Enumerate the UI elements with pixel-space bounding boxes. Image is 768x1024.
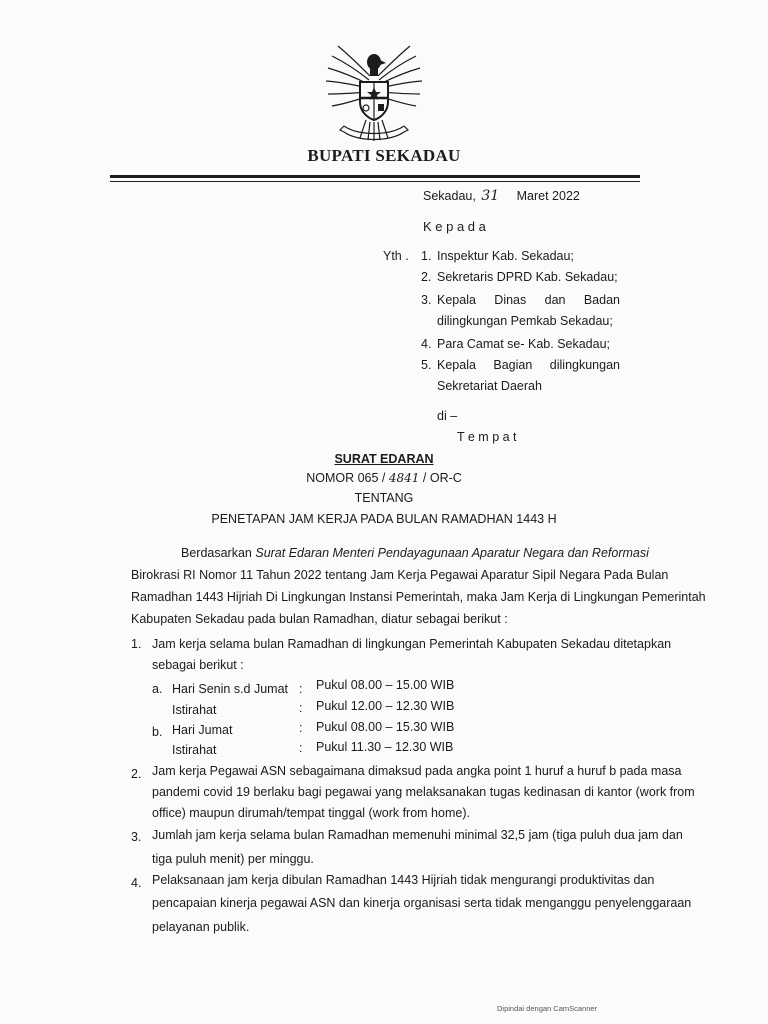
point-text: Jumlah jam kerja selama bulan Ramadhan memenuhi minimal 32,5 jam (tiga puluh dua jam dan bbox=[152, 828, 683, 842]
yth-label: Yth . bbox=[383, 249, 409, 263]
recipient-number: 4. bbox=[421, 337, 432, 351]
tentang-label: TENTANG bbox=[354, 491, 414, 505]
point-number: 4. bbox=[131, 876, 142, 890]
schedule-value: Pukul 08.00 – 15.00 WIB bbox=[316, 678, 455, 692]
schedule-colon: : bbox=[299, 682, 303, 696]
recipient-word: Bagian bbox=[493, 358, 533, 372]
recipient-text: Sekretaris DPRD Kab. Sekadau; bbox=[437, 270, 618, 284]
schedule-value: Pukul 08.00 – 15.30 WIB bbox=[316, 720, 455, 734]
kepada-label: K e p a d a bbox=[423, 219, 486, 234]
recipient-text bbox=[437, 293, 620, 307]
schedule-letter: a. bbox=[152, 682, 163, 696]
schedule-value: Pukul 11.30 – 12.30 WIB bbox=[316, 740, 454, 754]
recipient-word: Kepala bbox=[437, 293, 476, 307]
date-day-handwritten: 31 bbox=[481, 188, 500, 204]
point-text: Jam kerja selama bulan Ramadhan di lingkungan Pemerintah Kabupaten Sekadau ditetapkan bbox=[152, 637, 672, 651]
intro-text-italic: Surat Edaran Menteri Pendayagunaan Aparatur Negara dan Reformasi bbox=[255, 546, 649, 560]
schedule-label: Hari Senin s.d Jumat bbox=[172, 682, 289, 696]
point-text: tiga puluh menit) per minggu. bbox=[152, 852, 314, 866]
point-text: Jam kerja Pegawai ASN sebagaimana dimaksud pada angka point 1 huruf a huruf b pada masa bbox=[152, 764, 682, 778]
recipient-text bbox=[437, 358, 620, 372]
schedule-label: Istirahat bbox=[172, 703, 217, 717]
intro-line: Birokrasi RI Nomor 11 Tahun 2022 tentang Jam Kerja Pegawai Aparatur Sipil Negara Pada Bulan bbox=[131, 568, 669, 582]
circular-heading: SURAT EDARAN bbox=[334, 452, 434, 466]
point-text: pelayanan publik. bbox=[152, 920, 250, 934]
circular-number-prefix: NOMOR 065 / bbox=[306, 471, 386, 485]
di-label: di – bbox=[437, 409, 458, 423]
point-text: Pelaksanaan jam kerja dibulan Ramadhan 1443 Hijriah tidak mengurangi produktivitas dan bbox=[152, 873, 655, 887]
intro-line: Ramadhan 1443 Hijriah Di Lingkungan Instansi Pemerintah, maka Jam Kerja di Lingkungan Pemerintah bbox=[131, 590, 706, 604]
recipient-word: Dinas bbox=[494, 293, 527, 307]
letterhead-title: BUPATI SEKADAU bbox=[307, 146, 461, 165]
schedule-colon: : bbox=[299, 721, 303, 735]
place-date bbox=[423, 188, 580, 204]
recipient-text: Para Camat se- Kab. Sekadau; bbox=[437, 337, 611, 351]
recipient-word: Badan bbox=[583, 293, 620, 307]
point-text: pandemi covid 19 berlaku bagi pegawai yang melaksanakan tugas kedinasan di kantor (work from bbox=[152, 785, 695, 799]
recipient-word: dilingkungan bbox=[549, 358, 620, 372]
recipient-number: 5. bbox=[421, 358, 432, 372]
point-number: 1. bbox=[131, 637, 142, 651]
recipient-text: Inspektur Kab. Sekadau; bbox=[437, 249, 574, 263]
circular-number-suffix: / OR-C bbox=[422, 471, 462, 485]
circular-subject: PENETAPAN JAM KERJA PADA BULAN RAMADHAN 1443 H bbox=[211, 512, 557, 526]
recipient-number: 1. bbox=[421, 249, 432, 263]
letterhead-rule-thin bbox=[110, 181, 640, 182]
schedule-colon: : bbox=[299, 741, 303, 755]
scanner-watermark: Dipindai dengan CamScanner bbox=[497, 1004, 598, 1013]
tempat-label: T e m p a t bbox=[457, 430, 517, 444]
intro-line bbox=[181, 546, 649, 560]
point-text: pencapaian kinerja pegawai ASN dan kinerja organisasi serta tidak menganggu penyelenggaraan bbox=[152, 896, 692, 910]
schedule-letter: b. bbox=[152, 725, 163, 739]
point-number: 3. bbox=[131, 830, 142, 844]
recipient-word: dan bbox=[544, 293, 566, 307]
place: Sekadau, bbox=[423, 189, 476, 203]
recipient-number: 2. bbox=[421, 270, 432, 284]
recipient-text-continued: dilingkungan Pemkab Sekadau; bbox=[437, 314, 613, 328]
date-month-year: Maret 2022 bbox=[516, 189, 580, 203]
point-number: 2. bbox=[131, 767, 142, 781]
circular-number bbox=[0, 471, 768, 485]
intro-text: Berdasarkan bbox=[181, 546, 256, 560]
recipient-word: Kepala bbox=[437, 358, 476, 372]
recipient-text-continued: Sekretariat Daerah bbox=[437, 379, 542, 393]
schedule-colon: : bbox=[299, 701, 303, 715]
point-text: office) maupun dirumah/tempat tinggal (work from home). bbox=[152, 806, 470, 820]
garuda-emblem-icon bbox=[322, 38, 426, 148]
schedule-label: Istirahat bbox=[172, 743, 217, 757]
point-text: sebagai berikut : bbox=[152, 658, 244, 672]
circular-number-handwritten: 4841 bbox=[388, 471, 420, 485]
letterhead-rule-thick bbox=[110, 175, 640, 178]
recipient-number: 3. bbox=[421, 293, 432, 307]
schedule-value: Pukul 12.00 – 12.30 WIB bbox=[316, 699, 455, 713]
intro-line: Kabupaten Sekadau pada bulan Ramadhan, diatur sebagai berikut : bbox=[131, 612, 508, 626]
schedule-label: Hari Jumat bbox=[172, 723, 233, 737]
